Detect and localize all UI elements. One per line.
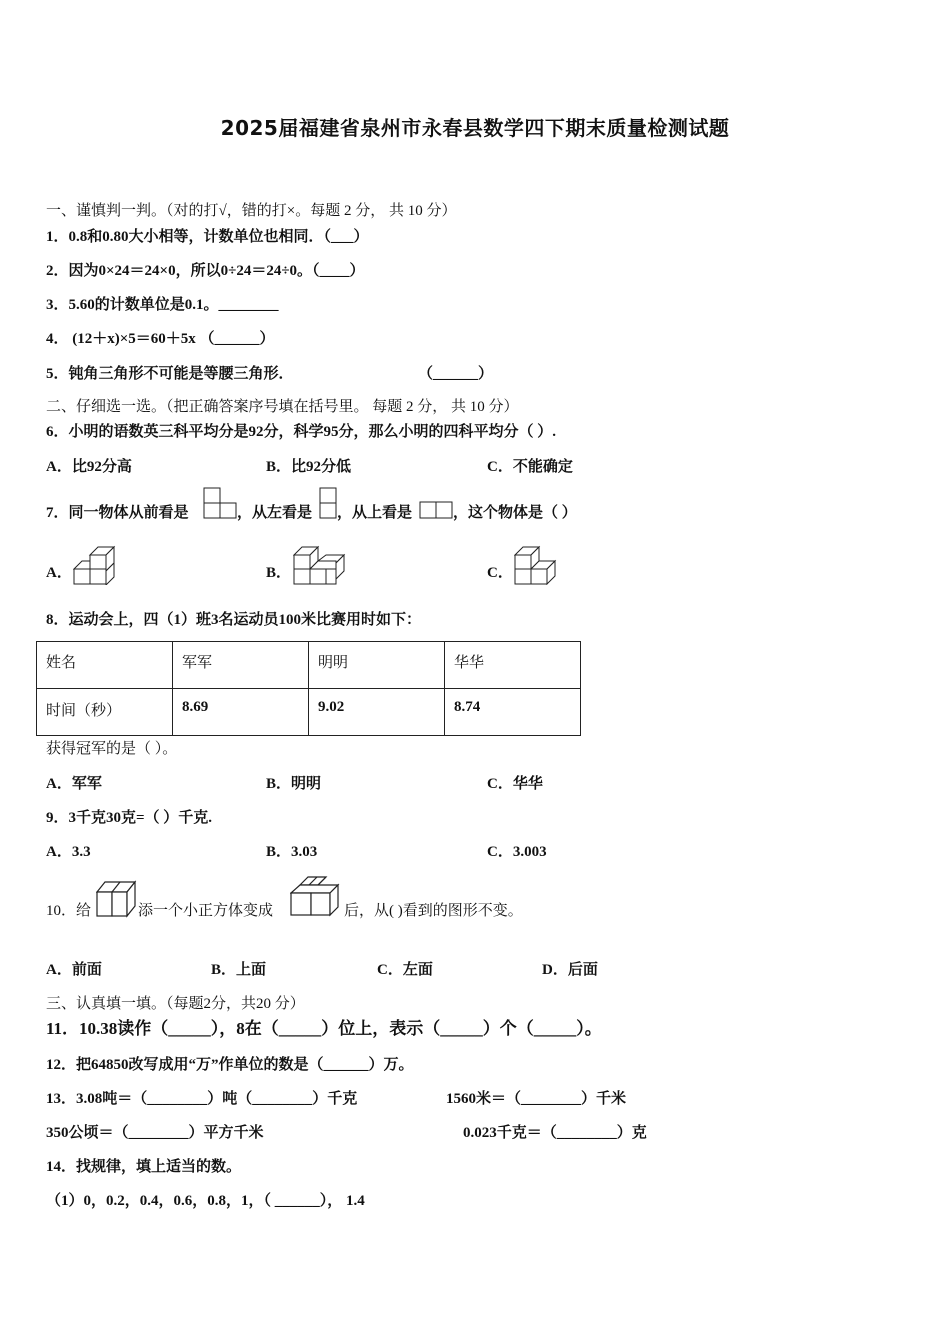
- question-10-part3: 后，从( )看到的图形不变。: [344, 903, 523, 919]
- section1-header: 一、谨慎判一判。（对的打√，错的打×。每题 2 分， 共 10 分）: [46, 203, 457, 219]
- question-7-part4: ，这个物体是（ ）: [453, 505, 577, 521]
- question-9-option-b: B．3.03: [266, 844, 318, 860]
- question-8: 8．运动会上，四（1）班3名运动员100米比赛用时如下：: [46, 612, 422, 628]
- table-cell: 9.02: [309, 689, 445, 736]
- question-9: 9．3千克30克=（ ）千克.: [46, 810, 213, 826]
- question-7-option-b: B．: [266, 565, 292, 581]
- table-cell: 8.74: [445, 689, 581, 736]
- question-10-option-a: A．前面: [46, 962, 102, 978]
- question-6-option-b: B．比92分低: [266, 459, 352, 475]
- question-14-sub-1: （1）0，0.2，0.4，0.6，0.8，1，（ ______）， 1.4: [46, 1193, 365, 1209]
- table-row: [37, 689, 581, 736]
- question-7-part1: 7．同一物体从前看是: [46, 505, 189, 521]
- question-6-option-a: A．比92分高: [46, 459, 132, 475]
- question-2: 2．因为0×24＝24×0，所以0÷24＝24÷0。（____）: [46, 263, 365, 279]
- question-4: 4． (12＋x)×5＝60＋5x （______）: [46, 331, 275, 347]
- section2-header: 二、仔细选一选。（把正确答案序号填在括号里。 每题 2 分， 共 10 分）: [46, 399, 519, 415]
- table-cell: 姓名: [37, 642, 173, 689]
- question-13-part-d: 0.023千克＝（________）克: [463, 1125, 647, 1141]
- question-12: 12．把64850改写成用“万”作单位的数是（______）万。: [46, 1057, 414, 1073]
- question-6-option-c: C．不能确定: [487, 459, 573, 475]
- table-cell: 8.69: [173, 689, 309, 736]
- option-b-cube-figure: [293, 545, 347, 585]
- table-header-row: [37, 642, 581, 689]
- question-7-option-c: C．: [487, 565, 513, 581]
- question-1: 1．0.8和0.80大小相等，计数单位也相同．（___）: [46, 229, 369, 245]
- table-cell: 军军: [173, 642, 309, 689]
- question-10-option-c: C．左面: [377, 962, 433, 978]
- four-cube-figure: [290, 875, 344, 917]
- question-10-part1: 10．给: [46, 903, 92, 919]
- question-8-option-b: B．明明: [266, 776, 322, 792]
- left-view-figure: [319, 487, 337, 520]
- option-c-cube-figure: [514, 545, 558, 585]
- table-cell: 明明: [309, 642, 445, 689]
- question-14: 14．找规律，填上适当的数。: [46, 1159, 242, 1175]
- question-11: 11．10.38读作（_____），8在（_____）位上，表示（_____）个（_____）。: [46, 1019, 602, 1038]
- question-8-prompt: 获得冠军的是（ ）。: [46, 741, 178, 757]
- front-view-figure: [203, 487, 237, 520]
- question-7-option-a: A．: [46, 565, 72, 581]
- question-7-part2: ，从左看是: [237, 505, 313, 521]
- table-cell: 时间（秒）: [37, 689, 173, 736]
- question-10-part2: 添一个小正方体变成: [138, 903, 274, 919]
- race-time-table: [36, 641, 581, 736]
- page-title: 2025届福建省泉州市永春县数学四下期末质量检测试题: [220, 116, 730, 140]
- section3-header: 三、认真填一填。（每题2分，共20 分）: [46, 996, 305, 1012]
- question-9-option-c: C．3.003: [487, 844, 547, 860]
- two-cube-figure: [96, 878, 138, 918]
- table-cell: 华华: [445, 642, 581, 689]
- question-8-option-a: A．军军: [46, 776, 102, 792]
- question-13-part-b: 1560米＝（________）千米: [446, 1091, 627, 1107]
- question-7-part3: ，从上看是: [337, 505, 413, 521]
- question-10-option-d: D．后面: [542, 962, 598, 978]
- question-6: 6．小明的语数英三科平均分是92分，科学95分，那么小明的四科平均分（ ）.: [46, 424, 557, 440]
- question-3: 3．5.60的计数单位是0.1。________: [46, 297, 279, 313]
- question-5-blank: （______）: [418, 366, 494, 382]
- question-5: 5．钝角三角形不可能是等腰三角形．: [46, 366, 294, 382]
- question-13-part-c: 350公顷＝（________）平方千米: [46, 1125, 264, 1141]
- top-view-figure: [419, 501, 453, 519]
- question-13-part-a: 13．3.08吨＝（________）吨（________）千克: [46, 1091, 358, 1107]
- question-10-option-b: B．上面: [211, 962, 267, 978]
- question-9-option-a: A．3.3: [46, 844, 91, 860]
- option-a-cube-figure: [73, 545, 117, 585]
- question-8-option-c: C．华华: [487, 776, 543, 792]
